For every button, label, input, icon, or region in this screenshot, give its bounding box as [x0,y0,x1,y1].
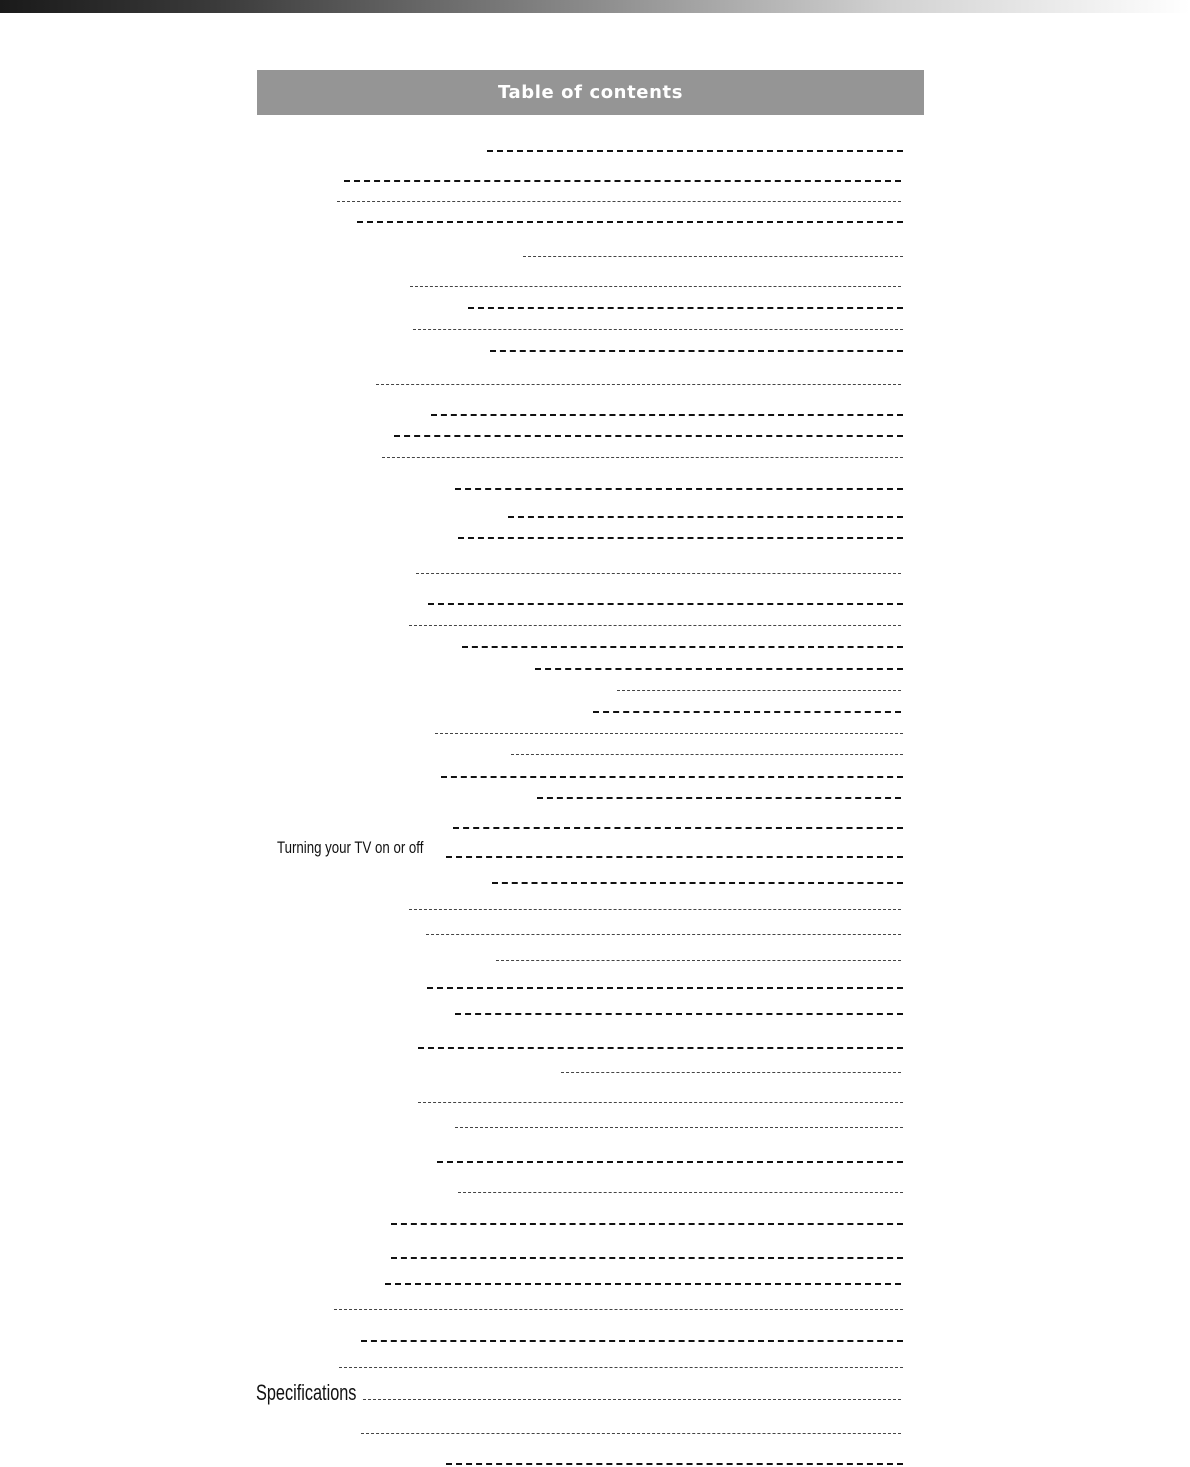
toc-leader-dots [361,1340,903,1342]
toc-leader-dots [427,987,903,989]
toc-leader-dots [458,1192,903,1193]
toc-entry[interactable] [361,1340,903,1342]
toc-entry[interactable] [416,573,901,575]
toc-leader-dots [537,797,901,799]
toc-leader-dots [363,1399,901,1400]
toc-leader-dots [496,960,901,961]
toc-entry[interactable] [337,201,901,203]
toc-entry[interactable] [446,1463,903,1465]
toc-leader-dots [344,180,901,182]
toc-entry[interactable] [455,1127,903,1129]
toc-entry[interactable] [437,1161,903,1163]
toc-entry[interactable] [490,350,903,352]
toc-entry[interactable] [413,329,903,331]
toc-entry[interactable] [458,1192,903,1194]
toc-leader-dots [453,827,903,829]
toc-leader-dots [490,350,903,352]
toc-entry[interactable] [453,827,903,829]
toc-entry[interactable] [455,488,903,490]
toc-leader-dots [468,307,903,309]
toc-leader-dots [446,1463,903,1465]
toc-leader-dots [391,1223,903,1225]
toc-entry[interactable] [435,733,903,735]
toc-leader-dots [508,516,903,518]
toc-entry[interactable] [409,909,901,911]
toc-leader-dots [523,256,903,257]
toc-leader-dots [337,201,901,202]
toc-leader-dots [376,384,901,385]
toc-entry[interactable] [344,180,901,182]
toc-leader-dots [431,414,903,416]
toc-entry-label[interactable]: Specifications [256,1380,357,1405]
toc-entry[interactable] [496,960,901,962]
toc-leader-dots [446,856,903,858]
toc-leader-dots [409,625,901,626]
toc-leader-dots [492,882,903,884]
toc-entry[interactable] [468,307,903,309]
toc-leader-dots [535,668,903,670]
toc-leader-dots [418,1102,903,1103]
toc-entry[interactable] [428,603,903,605]
toc-leader-dots [487,150,903,152]
toc-entry[interactable] [426,934,901,936]
toc-leader-dots [382,457,903,458]
toc-entry[interactable] [418,1102,903,1104]
toc-entry[interactable] [391,1257,903,1259]
toc-leader-dots [418,1047,903,1049]
toc-entry[interactable] [446,856,903,858]
toc-entry[interactable] [535,668,903,670]
toc-leader-dots [385,1283,901,1285]
toc-entry[interactable] [361,1433,901,1435]
toc-entry[interactable] [334,1309,903,1311]
toc-leader-dots [361,1433,901,1434]
toc-leader-dots [339,1367,903,1368]
toc-entry[interactable] [431,414,903,416]
toc-leader-dots [334,1309,903,1310]
toc-leader-dots [394,435,903,437]
toc-leader-dots [455,1013,903,1015]
toc-entry[interactable] [382,457,903,459]
toc-leader-dots [437,1161,903,1163]
toc-leader-dots [410,286,901,287]
toc-entry[interactable] [523,256,903,258]
toc-entry[interactable] [561,1072,901,1074]
toc-entry[interactable] [441,776,903,778]
toc-entry[interactable] [427,987,903,989]
toc-entry[interactable] [458,537,903,539]
toc-entry[interactable] [385,1283,901,1285]
toc-entry[interactable] [363,1399,901,1401]
toc-entry[interactable] [357,221,903,223]
toc-leader-dots [413,329,903,330]
toc-entry[interactable] [508,516,903,518]
toc-leader-dots [561,1072,901,1073]
toc-leader-dots [441,776,903,778]
toc-leader-dots [357,221,903,223]
toc-entry-label[interactable]: Turning your TV on or off [277,838,424,857]
toc-leader-dots [458,537,903,539]
toc-leader-dots [409,909,901,910]
toc-entry[interactable] [410,286,901,288]
toc-leader-dots [416,573,901,574]
toc-entry[interactable] [409,625,901,627]
toc-leader-dots [428,603,903,605]
toc-leader-dots [462,646,903,648]
toc-entry[interactable] [487,150,903,152]
toc-entry[interactable] [455,1013,903,1015]
toc-entry[interactable] [376,384,901,386]
toc-leader-dots [426,934,901,935]
toc-entry[interactable] [391,1223,903,1225]
toc-entry[interactable] [492,882,903,884]
toc-leader-dots [511,754,903,755]
toc-leader-dots [391,1257,903,1259]
toc-entry[interactable] [617,690,901,692]
toc-leader-dots [455,488,903,490]
toc-entry[interactable] [511,754,903,756]
toc-entry[interactable] [418,1047,903,1049]
toc-leader-dots [593,711,901,713]
toc-title: Table of contents [497,82,684,103]
toc-entry[interactable] [593,711,901,713]
toc-leader-dots [435,733,903,734]
toc-leader-dots [617,690,901,691]
toc-entry[interactable] [537,797,901,799]
toc-entry[interactable] [339,1367,903,1369]
toc-leader-dots [455,1127,903,1128]
toc-entry[interactable] [462,646,903,648]
toc-entry[interactable] [394,435,903,437]
